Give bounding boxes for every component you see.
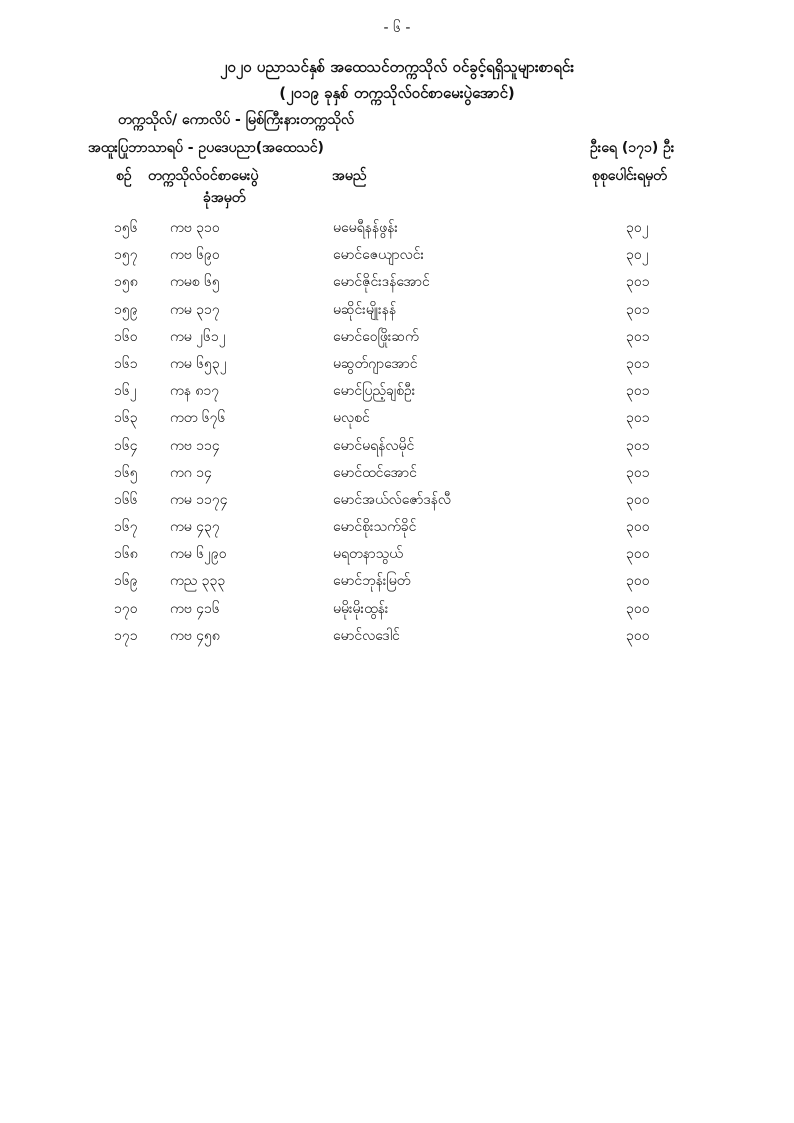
roll-number: ကမ ၃၁၇ [170,301,220,318]
total-marks: ၃၀၁ [626,328,650,345]
student-name: မောင်စိုးသက်ခိုင် [333,519,417,536]
table-row [0,517,794,544]
student-name: မမိုးမိုးထွန်း [333,600,389,617]
roll-number: ကမ ၆၂၉၀ [170,546,227,563]
student-name: မောင်ဇေယျာလင်း [333,247,425,264]
roll-number: ကဗ ၄၁၆ [170,600,220,617]
student-name: မောင်အယ်လ်ဇော်ဒန်လီ [333,491,452,508]
student-name: မမေရီနန်ဖွန်း [333,220,398,236]
row-number: ၁၅၇ [114,247,138,264]
roll-number: ကဗ ၁၁၄ [170,437,220,454]
roll-number: ကမ ၁၁၇၄ [170,491,228,508]
student-name: မဆွတ်ဂျာအောင် [333,355,418,372]
total-marks: ၃၀၁ [626,464,650,481]
roll-number: ကည ၃၃၃ [170,573,226,590]
total-marks: ၃၀၁ [626,437,650,454]
document-subtitle: (၂၀၁၉ ခုနှစ် တက္ကသိုလ်ဝင်စာမေးပွဲအောင်) [279,84,515,102]
student-name: မောင်လဒေါင် [333,627,400,644]
row-number: ၁၆၅ [114,464,138,481]
row-number: ၁၇၁ [114,627,138,644]
page-number: - ၆ - [383,20,411,36]
total-marks: ၃၀၂ [626,247,649,264]
table-row [0,599,794,626]
roll-number: ကန ၈၁၇ [170,383,220,400]
student-name: မလုစင် [333,410,370,427]
row-number: ၁၆၆ [114,491,138,508]
table-row [0,272,794,299]
roll-number: ကတ ၆၇၆ [170,410,226,427]
specialization-line: အထူးပြုဘာသာရပ် - ဥပဒေပညာ(အထေသင်) [88,140,324,156]
row-number: ၁၆၈ [114,546,138,563]
table-row [0,218,794,245]
total-marks: ၃၀၂ [626,220,649,236]
student-name: မောင်ဇိုင်းဒန်အောင် [333,274,430,291]
roll-number: ကဂ ၁၄ [170,464,212,481]
table-row [0,327,794,354]
table-row [0,245,794,272]
table-row [0,626,794,653]
total-marks: ၃၀၁ [626,301,650,318]
table-row [0,436,794,463]
table-row [0,490,794,517]
table-row [0,463,794,490]
row-number: ၁၅၈ [114,274,138,291]
total-marks: ၃၀၀ [626,491,650,508]
row-number: ၁၆၇ [114,519,138,536]
student-name: မောင်ထင်အောင် [333,464,417,481]
header-marks: စုစုပေါင်းရမှတ် [592,168,667,184]
table-row [0,571,794,598]
document-title: ၂၀၂၀ ပညာသင်နှစ် အထေသင်တက္ကသိုလ် ဝင်ခွင့်ရရှိသူများစာရင်း [219,58,575,76]
student-name: မောင်မရန်လမိုင် [333,437,415,454]
row-number: ၁၆၂ [114,383,137,400]
header-no: စဉ် [116,168,132,184]
total-marks: ၃၀၁ [626,410,650,427]
total-marks: ၃၀၀ [626,600,650,617]
roll-number: ကဗ ၃၁၀ [170,220,220,236]
total-marks: ၃၀၀ [626,546,650,563]
row-number: ၁၇၀ [114,600,138,617]
table-row [0,408,794,435]
student-name: မောင်ပြည့်ချစ်ဦး [333,383,416,400]
table-row [0,300,794,327]
row-number: ၁၆၁ [114,355,138,372]
student-name: မဆိုင်းမျိုးနန် [333,301,397,318]
row-number: ၁၅၆ [114,220,138,236]
total-marks: ၃၀၁ [626,355,650,372]
total-marks: ၃၀၁ [626,274,650,291]
roll-number: ကမစ ၆၅ [170,274,220,291]
header-roll-line2: ခုံအမှတ် [203,190,246,206]
student-name: မရတနာသွယ် [333,546,403,563]
roll-number: ကမ ၄၃၇ [170,519,220,536]
table-row [0,544,794,571]
total-marks: ၃၀၁ [626,383,650,400]
row-number: ၁၅၉ [114,301,138,318]
total-marks: ၃၀၀ [626,573,650,590]
roll-number: ကမ ၂၆၁၂ [170,328,226,345]
row-number: ၁၆၉ [114,573,138,590]
student-name: မောင်ဘုန်းမြတ် [333,573,411,590]
total-marks: ၃၀၀ [626,627,650,644]
roll-number: ကမ ၆၅၃၂ [170,355,227,372]
row-number: ၁၆၃ [114,410,138,427]
student-name: မောင်ဝေဖြိုးဆက် [333,328,419,345]
total-marks: ၃၀၀ [626,519,650,536]
table-row [0,381,794,408]
row-number: ၁၆၀ [114,328,138,345]
university-line: တက္ကသိုလ်/ ကောလိပ် - မြစ်ကြီးနားတက္ကသိုလ် [118,112,355,128]
table-row [0,354,794,381]
row-number: ၁၆၄ [114,437,138,454]
results-table [0,218,794,653]
header-roll: တက္ကသိုလ်ဝင်စာမေးပွဲ [148,168,259,184]
header-name: အမည် [332,168,367,184]
roll-number: ကဗ ၄၅၈ [170,627,220,644]
roll-number: ကဗ ၆၉၀ [170,247,220,264]
total-count: ဦးရေ (၁၇၁) ဦး [590,140,675,156]
